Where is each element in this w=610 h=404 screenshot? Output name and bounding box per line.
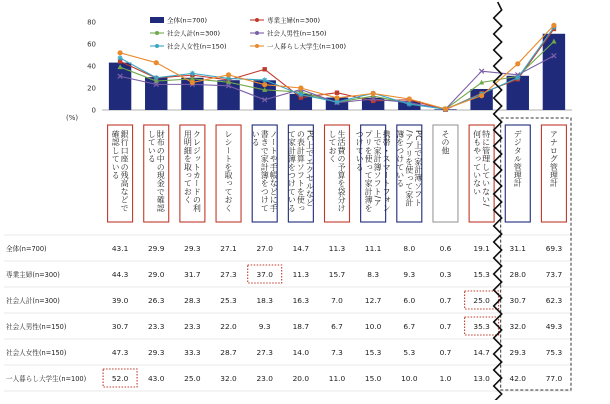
table-cell: 42.0 [509, 374, 527, 383]
point [117, 50, 122, 55]
table-cell: 27.3 [220, 270, 237, 279]
table-cell: 22.0 [220, 322, 237, 331]
table-cell: 52.0 [111, 374, 129, 383]
category-label: 簿をつけている [395, 130, 405, 188]
table-cell: 0.6 [439, 244, 452, 253]
category-label: の表計算ソフトを使っ [296, 130, 306, 212]
category-label: アナログ管理計 [549, 130, 559, 188]
category-label: PC上で家計簿ソフト [413, 130, 423, 207]
table-cell: 15.7 [328, 270, 346, 279]
table-row-label: 社会人計(n=300) [6, 297, 60, 305]
table-cell: 12.7 [364, 296, 382, 305]
table-cell: 9.3 [258, 322, 271, 331]
table-cell: 75.3 [545, 348, 563, 357]
category-label: つけている [355, 130, 365, 171]
table-cell: 11.0 [328, 374, 346, 383]
category-label: 何もやっていない [472, 130, 482, 196]
category-label: いる [251, 130, 261, 147]
point [262, 67, 266, 71]
bar [543, 34, 565, 110]
table-cell: 27.3 [256, 348, 273, 357]
table-cell: 29.3 [509, 348, 527, 357]
table-cell: 28.0 [509, 270, 527, 279]
category-label: 生活費の予算を袋分け [337, 130, 346, 212]
point [479, 93, 484, 98]
table-row-label: 一人暮らし大学生(n=100) [6, 375, 87, 383]
table-cell: 28.3 [184, 296, 201, 305]
point [515, 61, 520, 66]
category-label: 財布の中の現金で確認 [156, 130, 166, 212]
table-cell: 7.0 [331, 296, 343, 305]
point [407, 96, 412, 101]
table-cell: 33.3 [184, 348, 201, 357]
table-cell: 27.1 [220, 244, 237, 253]
point [298, 85, 303, 90]
table-cell: 73.7 [545, 270, 563, 279]
category-label: ノートや手帳などに手 [269, 130, 279, 212]
table-cell: 26.3 [147, 296, 165, 305]
table-cell: 47.3 [111, 348, 129, 357]
legend-marker [155, 44, 159, 48]
point [371, 91, 376, 96]
table-cell: 14.7 [292, 244, 310, 253]
table-cell: 35.3 [473, 322, 490, 331]
table-cell: 62.3 [545, 296, 563, 305]
table-cell: 15.0 [364, 374, 382, 383]
table-cell: 30.7 [509, 296, 527, 305]
point [154, 75, 159, 80]
legend-marker [255, 31, 259, 35]
category-label: 携帯・スマートフォン [382, 130, 392, 212]
point [334, 95, 339, 100]
table-cell: 18.7 [292, 322, 310, 331]
table-cell: 23.3 [147, 322, 165, 331]
table-cell: 16.3 [292, 296, 310, 305]
category-label: /アプリを使って家計 [404, 130, 414, 207]
table-cell: 11.3 [328, 244, 346, 253]
legend-label: 社会人女性(n=150) [167, 42, 227, 51]
point [226, 72, 231, 77]
table-cell: 11.3 [292, 270, 310, 279]
point [190, 71, 195, 76]
table-cell: 8.0 [403, 244, 416, 253]
point [190, 80, 195, 85]
category-label: しておく [328, 130, 337, 163]
category-label: 確認している [111, 130, 121, 180]
table-cell: 13.0 [473, 374, 490, 383]
point [335, 91, 339, 95]
y-tick-label: 0 [91, 106, 96, 115]
legend-label: 一人暮らし大学生(n=100) [267, 42, 347, 51]
bar [217, 80, 239, 110]
table-cell: 32.0 [220, 374, 237, 383]
table-cell: 29.3 [184, 244, 201, 253]
table-cell: 10.0 [364, 322, 382, 331]
table-cell: 27.0 [256, 244, 273, 253]
table-cell: 6.0 [403, 296, 416, 305]
legend-label: 全体(n=700) [167, 16, 208, 25]
legend-label: 専業主婦(n=300) [267, 16, 321, 25]
table-cell: 0.7 [439, 322, 452, 331]
category-label: その他 [440, 130, 450, 155]
table-cell: 30.7 [111, 322, 129, 331]
point [298, 92, 303, 97]
category-label: レシートを取っておく [224, 130, 234, 212]
legend-marker [255, 44, 259, 48]
legend-label: 社会人計(n=300) [167, 29, 221, 38]
table-cell: 69.3 [545, 244, 563, 253]
category-label: デジタル管理計 [513, 130, 523, 188]
table-cell: 10.0 [401, 374, 418, 383]
point [515, 75, 520, 80]
table-cell: 15.3 [364, 348, 382, 357]
table-cell: 29.3 [147, 348, 165, 357]
table-cell: 23.0 [256, 374, 273, 383]
table-cell: 37.0 [256, 270, 273, 279]
point [443, 106, 448, 111]
table-cell: 25.3 [220, 296, 237, 305]
point [117, 55, 122, 60]
table-cell: 0.7 [439, 348, 452, 357]
table-cell: 39.0 [111, 296, 129, 305]
legend-marker [155, 31, 159, 35]
y-tick-label: 80 [87, 18, 96, 27]
table-cell: 43.1 [111, 244, 129, 253]
table-row-label: 社会人男性(n=150) [6, 323, 67, 331]
category-label: て家計簿をつけている [287, 130, 297, 212]
point [262, 77, 267, 82]
table-cell: 15.3 [473, 270, 490, 279]
table-cell: 44.3 [111, 270, 129, 279]
table-row-label: 社会人女性(n=150) [6, 349, 67, 357]
table-cell: 25.0 [473, 296, 490, 305]
table-cell: 6.7 [403, 322, 416, 331]
table-cell: 23.3 [184, 322, 201, 331]
table-cell: 18.3 [256, 296, 273, 305]
table-cell: 9.3 [403, 270, 416, 279]
table-cell: 1.0 [439, 374, 452, 383]
table-cell: 49.3 [545, 322, 563, 331]
table-row-label: 全体(n=700) [6, 245, 47, 253]
category-label: している [147, 130, 157, 163]
table-cell: 20.0 [292, 374, 310, 383]
table-cell: 14.7 [473, 348, 490, 357]
table-cell: 5.3 [403, 348, 416, 357]
table-cell: 77.0 [545, 374, 563, 383]
category-label: 上で家計簿ソフト/ア [373, 130, 383, 207]
table-cell: 11.1 [364, 244, 382, 253]
legend-swatch [150, 17, 164, 23]
table-cell: 31.1 [509, 244, 527, 253]
point [407, 102, 412, 107]
table-cell: 29.0 [147, 270, 165, 279]
table-cell: 6.7 [331, 322, 343, 331]
table-cell: 7.3 [331, 348, 343, 357]
table-cell: 14.0 [292, 348, 310, 357]
legend-marker [255, 18, 259, 22]
table-cell: 0.7 [439, 296, 452, 305]
table-cell: 31.7 [184, 270, 201, 279]
y-tick-label: 40 [87, 62, 96, 71]
point [551, 23, 556, 28]
y-tick-label: 60 [87, 40, 96, 49]
table-row-label: 専業主婦(n=300) [6, 271, 60, 279]
category-label: プリを使って家計簿を [364, 130, 374, 212]
table-cell: 28.7 [220, 348, 237, 357]
y-unit-label: (%) [66, 114, 79, 122]
y-tick-label: 20 [87, 84, 96, 93]
table-cell: 32.0 [509, 322, 527, 331]
legend-label: 社会人男性(n=150) [267, 29, 327, 38]
point [154, 60, 159, 65]
table-cell: 25.0 [184, 374, 201, 383]
category-label: クレジットカードの利 [192, 130, 202, 212]
category-label: 銀行口座の残高などで [120, 130, 130, 212]
table-cell: 0.3 [439, 270, 452, 279]
point [262, 82, 267, 87]
table-cell: 43.0 [147, 374, 165, 383]
table-cell: 8.3 [367, 270, 380, 279]
category-label: 書きで家計簿をつけて [260, 130, 270, 212]
category-label: 特に管理していない/ [481, 130, 491, 207]
category-label: PC上でエクセルなど [305, 130, 315, 207]
table-cell: 19.1 [473, 244, 490, 253]
category-label: 用明細を取っておく [183, 130, 193, 204]
table-cell: 29.9 [147, 244, 165, 253]
